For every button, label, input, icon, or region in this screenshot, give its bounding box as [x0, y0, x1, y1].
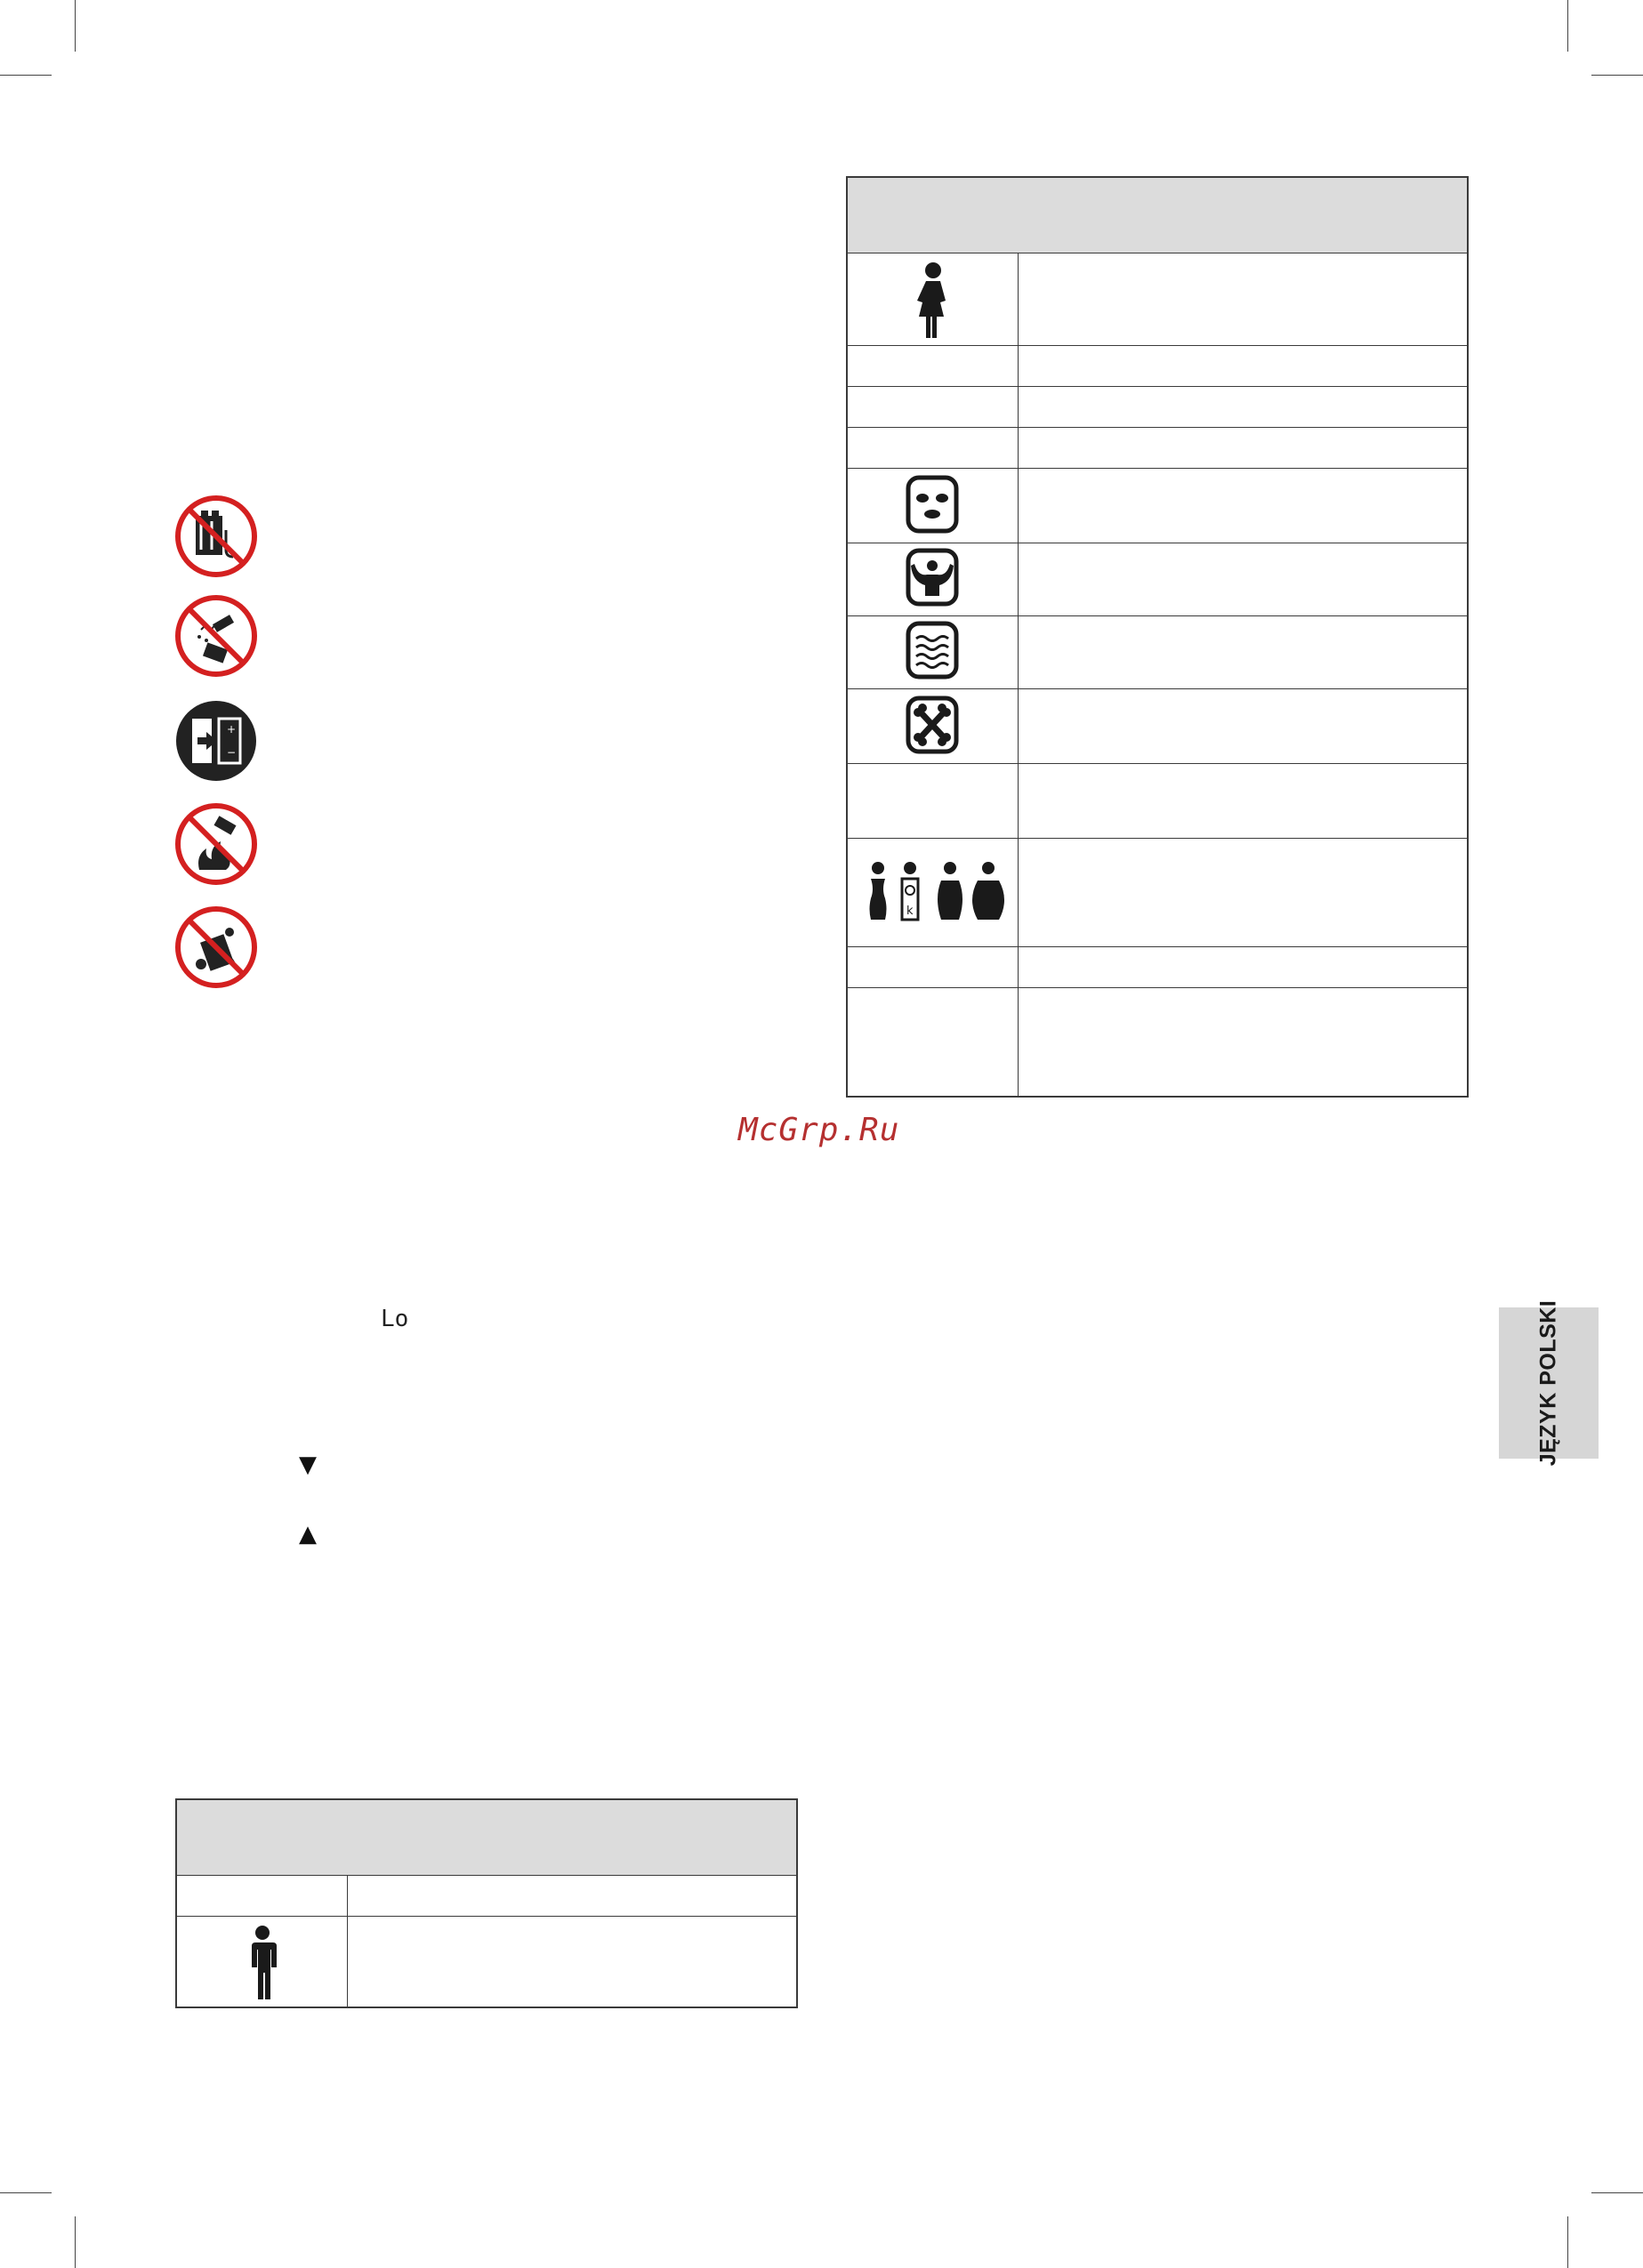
crop-mark [1591, 75, 1643, 76]
table-row [848, 427, 1467, 468]
table-header-row [848, 178, 1467, 253]
language-tab-label: JĘZYK POLSKI [1535, 1299, 1561, 1467]
down-arrow-icon: ▼ [299, 1452, 317, 1478]
table-header-row [177, 1800, 796, 1875]
svg-text:−: − [227, 746, 237, 759]
display-lo-readout: Lo [381, 1306, 409, 1332]
table-row [848, 946, 1467, 987]
crop-mark [1591, 2192, 1643, 2193]
crop-mark [1567, 0, 1568, 52]
crop-mark [0, 75, 52, 76]
crop-mark [0, 2192, 52, 2193]
crop-mark [75, 2216, 76, 2268]
no-disassemble-battery-icon [174, 495, 258, 578]
athlete-icon [906, 548, 959, 607]
svg-text:k: k [906, 905, 914, 918]
no-fire-battery-icon [174, 802, 258, 886]
table-row [848, 763, 1467, 838]
table-row [177, 1875, 796, 1916]
crop-mark [1567, 2216, 1568, 2268]
face-icon [906, 475, 959, 534]
svg-text:+: + [227, 723, 237, 736]
no-short-circuit-icon [174, 594, 258, 678]
battery-insert-icon [174, 699, 258, 783]
bones-icon [906, 696, 959, 754]
body-types-icon [853, 861, 1013, 923]
user-table [175, 1798, 798, 2008]
crop-mark [75, 0, 76, 52]
table-row [848, 345, 1467, 386]
female-user-icon [906, 261, 960, 338]
male-user-icon [246, 1925, 278, 2001]
no-household-waste-icon [174, 905, 258, 989]
table-row [848, 386, 1467, 427]
language-tab [1499, 1299, 1599, 1467]
table-row [848, 987, 1467, 1098]
symbols-table [846, 176, 1469, 1098]
water-icon [906, 621, 959, 680]
watermark: McGrp.Ru [738, 1112, 900, 1148]
up-arrow-icon: ▲ [299, 1521, 317, 1548]
